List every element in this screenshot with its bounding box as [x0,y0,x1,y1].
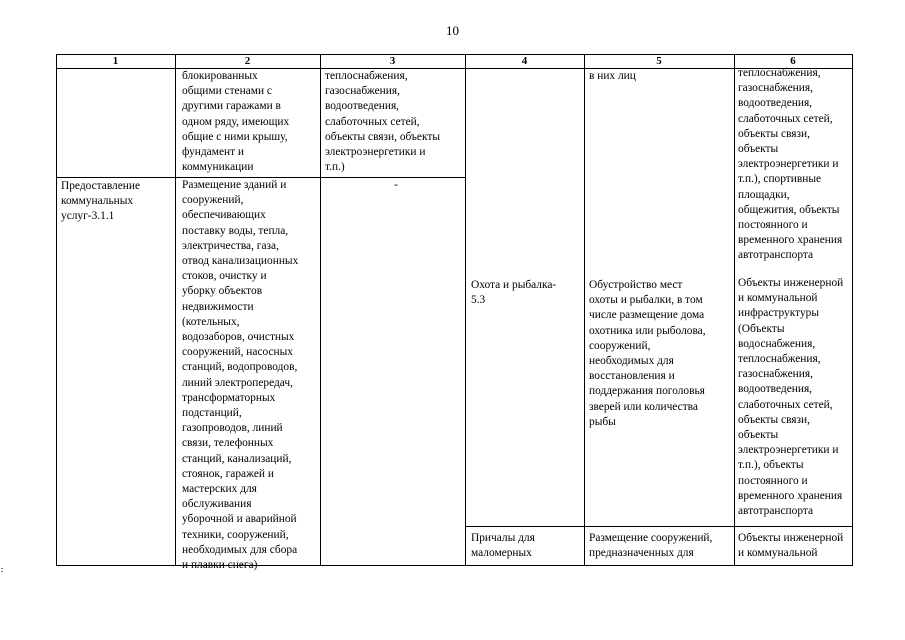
table-rule-col [734,54,735,566]
utilities-use-type-cell: Предоставление коммунальных услуг-3.1.1 [61,180,141,223]
table-rule-col [584,54,585,566]
scan-margin-mark [1,568,4,578]
moorings-description-cell: Размещение сооружений, предназначенных для [589,532,713,560]
column-header-1: 1 [112,55,119,67]
utilities-description-cell: Размещение зданий и сооружений, обеспечивающих поставку воды, тепла, электричества, газа, отвод канализационных стоков, очистку и уборку объектов недвижимости (котельных, водозаборов, очистных сооружений, насосных станций, водопроводов, линий электропередач, трансформаторных подстанций, газопроводов, линий связи, телефонных станций, канализаций, стоянок, гаражей и мастерских для обслуживания уборочной и аварийной техники, сооружений, необходимых для сбора и плавки снега) [182,179,299,572]
table-rule-col [175,54,176,566]
table-rule-col [320,54,321,566]
page-number: 10 [446,23,459,38]
column-header-3: 3 [389,55,396,67]
moorings-facilities-cell: Объекты инженерной и коммунальной [738,532,844,560]
table-rule-col [465,54,466,566]
hunting-use-type-cell: Охота и рыбалка- 5.3 [471,279,557,307]
zoning-table [56,54,853,572]
table-rule-col [56,54,57,566]
continued-description-cell: в них лиц [589,70,636,82]
hunting-facilities-cell: Объекты инженерной и коммунальной инфраструктуры (Объекты водоснабжения, теплоснабжения, газоснабжения, водоотведения, слаботочных сетей, объекты связи, объекты электроэнергетики и т.п.), объекты постоянного и временного хранения автотранспорта [738,277,844,518]
column-header-6: 6 [790,55,796,67]
column-header-5: 5 [656,55,662,67]
continued-facilities-cell: теплоснабжения, газоснабжения, водоотведения, слаботочных сетей, объекты связи, объекты электроэнергетики и т.п.), спортивные площадки, общежития, объекты постоянного и временного хранения автотранспорта [738,67,843,262]
moorings-use-type-cell: Причалы для маломерных [471,532,535,560]
column-header-2: 2 [244,55,251,67]
utilities-facilities-cell: - [394,177,398,191]
hunting-description-cell: Обустройство мест охоты и рыбалки, в том числе размещение дома охотника или рыболова, сооружений, необходимых для восстановления и поддержания поголовья зверей или количества рыбы [589,279,706,428]
garage-facilities-cell: теплоснабжения, газоснабжения, водоотведения, слаботочных сетей, объекты связи, объекты электроэнергетики и т.п.) [325,70,440,174]
garage-description-cell: блокированных общими стенами с другими гаражами в одном ряду, имеющих общие с ними крышу, фундамент и коммуникации [182,70,290,174]
column-header-4: 4 [521,55,528,67]
table-rule-row [465,526,853,527]
